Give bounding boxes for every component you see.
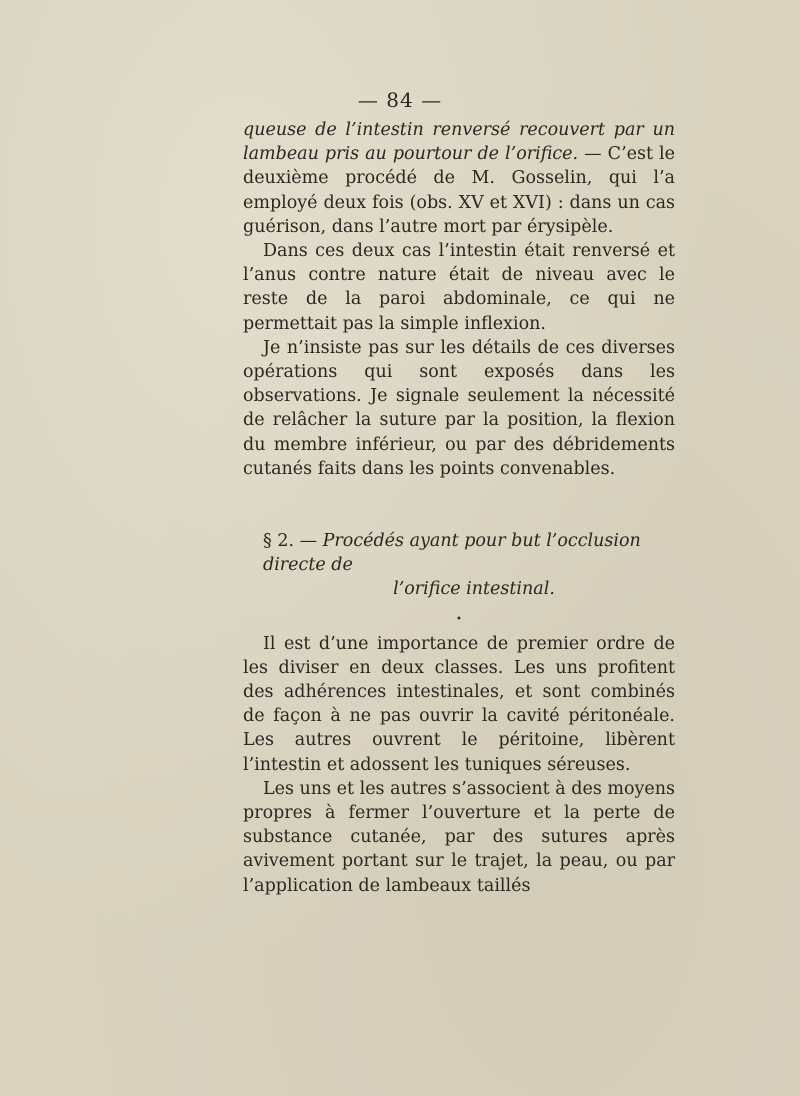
section-title: Procédés ayant pour but l’occlusion directe de: [263, 531, 641, 576]
ornament-dot: •: [456, 613, 462, 625]
section-heading-line-2: l’orifice intestinal.: [393, 579, 555, 600]
section-heading-line-1: [243, 529, 675, 577]
paragraph-continuation: [243, 118, 675, 239]
section-heading: [243, 529, 675, 602]
paragraph-text: — C’est le deuxième procédé de M. Gosselin, qui l’a employé deux fois (obs. XV et XVI) : dans un cas guérison, dans l’autre mort par érysipèle.: [243, 144, 675, 237]
body-text: [243, 118, 675, 898]
italic-lead-text: queuse de l’intestin renversé recouvert par un lambeau pris au pourtour de l’orifice.: [243, 120, 675, 165]
paragraph: Les uns et les autres s’associent à des moyens propres à fermer l’ouverture et la perte de substance cutanée, par des sutures après avivement portant sur le trajet, la peau, ou par l’application de lambeaux taillés: [243, 778, 675, 896]
paragraph: Il est d’une importance de premier ordre de les diviser en deux classes. Les uns profitent des adhérences intestinales, et sont combinés de façon à ne pas ouvrir la cavité péritonéale. Les autres ouvrent le péritoine, libèrent l’intestin et adossent les tuniques séreuses.: [243, 633, 675, 775]
section-number: § 2. —: [263, 531, 323, 552]
page-number: — 84 —: [357, 88, 443, 112]
paragraph: Dans ces deux cas l’intestin était renversé et l’anus contre nature était de niveau avec le reste de la paroi abdominale, ce qui ne permettait pas la simple inflexion.: [243, 241, 675, 334]
paragraph: Je n’insiste pas sur les détails de ces diverses opérations qui sont exposés dans les observations. Je signale seulement la nécessité de relâcher la suture par la position, la flexion du membre inférieur, ou par des débridements cutanés faits dans les points convenables.: [243, 337, 675, 479]
